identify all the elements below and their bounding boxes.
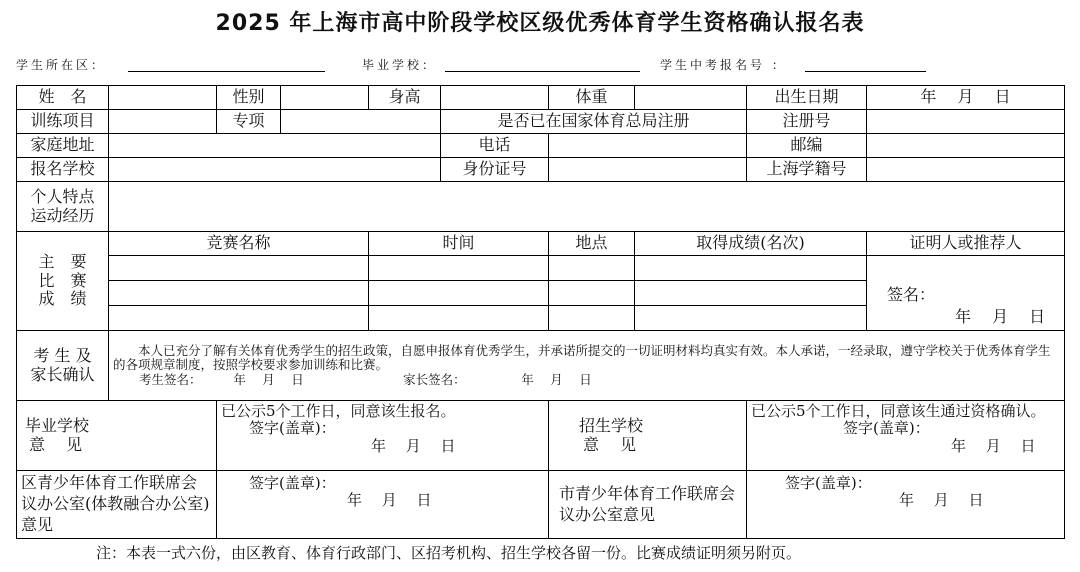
history-label: 运动经历 xyxy=(30,205,95,225)
registration-number-label: 注册号 xyxy=(747,110,867,134)
specialty-label: 专项 xyxy=(217,110,281,134)
shanghai-register-field[interactable] xyxy=(867,158,1065,182)
graduation-school-opinion-cell[interactable] xyxy=(217,401,549,471)
competition-result-cell[interactable] xyxy=(635,306,867,331)
district-council-date: 年 月 日 xyxy=(347,491,432,510)
student-sign-label: 考生签名： xyxy=(139,371,202,387)
witness-date: 年 月 日 xyxy=(955,307,1046,326)
traits-history-label xyxy=(17,182,109,232)
witness-sign-cell[interactable] xyxy=(867,256,1065,331)
competition-result-header xyxy=(635,232,867,256)
id-number-field[interactable] xyxy=(549,158,747,182)
shanghai-register-label: 上海学籍号 xyxy=(747,158,867,182)
competition-place-cell[interactable] xyxy=(549,281,635,306)
admit-opinion-line2: 意 见 xyxy=(583,434,637,454)
graduation-school-input-line[interactable] xyxy=(445,71,640,72)
phone-label: 电话 xyxy=(441,134,549,158)
competition-name-header: 竞赛名称 xyxy=(109,232,369,256)
competition-time-cell[interactable] xyxy=(369,281,549,306)
grad-opinion-text: 已公示5个工作日，同意该生报名。 xyxy=(221,402,456,420)
competition-label-line3: 成 绩 xyxy=(38,289,87,309)
competition-place-cell[interactable] xyxy=(549,256,635,281)
footnote: 注：本表一式六份，由区教育、体育行政部门、区招考机构、招生学校各留一份。比赛成绩证明须另附页。 xyxy=(96,544,802,562)
training-field[interactable] xyxy=(109,110,217,134)
city-council-cell[interactable] xyxy=(747,471,1065,539)
admit-sign-label: 签字(盖章)： xyxy=(843,419,930,438)
id-number-label: 身份证号 xyxy=(441,158,549,182)
registration-form-table xyxy=(16,85,1065,539)
admit-sign-date: 年 月 日 xyxy=(951,436,1036,455)
district-council-sign: 签字(盖章)： xyxy=(249,474,336,492)
phone-field[interactable] xyxy=(549,134,747,158)
graduation-school-opinion-label xyxy=(17,401,217,471)
weight-field[interactable] xyxy=(635,86,747,110)
competition-name-cell[interactable] xyxy=(109,306,369,331)
parent-sign-date: 年 月 日 xyxy=(521,371,592,387)
district-input-line[interactable] xyxy=(128,71,325,72)
competition-name-cell[interactable] xyxy=(109,281,369,306)
traits-history-field[interactable] xyxy=(109,182,1065,232)
competition-label-line1: 主 要 xyxy=(38,252,87,272)
city-council-label: 市青少年体育工作联席会议办公室意见 xyxy=(549,471,747,539)
admission-school-opinion-label xyxy=(549,401,747,471)
grad-sign-label: 签字(盖章)： xyxy=(249,419,336,438)
postcode-field[interactable] xyxy=(867,134,1065,158)
competition-time-cell[interactable] xyxy=(369,256,549,281)
graduation-school-label: 毕业学校： xyxy=(362,58,438,72)
admit-opinion-line1: 招生学校 xyxy=(579,416,644,436)
confirmation-label-line1: 考 生 及 xyxy=(33,346,92,366)
competition-result-cell[interactable] xyxy=(635,281,867,306)
form-title: 2025 年上海市高中阶段学校区级优秀体育学生资格确认报名表 xyxy=(215,11,865,36)
confirmation-cell[interactable] xyxy=(109,331,1065,401)
registered-label: 是否已在国家体育总局注册 xyxy=(441,110,747,134)
competition-label-line2: 比 赛 xyxy=(38,270,87,290)
competition-result-cell[interactable] xyxy=(635,256,867,281)
gender-label: 性别 xyxy=(217,86,281,110)
competition-place-cell[interactable] xyxy=(549,306,635,331)
signature-line xyxy=(113,373,1060,387)
registration-number-field[interactable] xyxy=(867,110,1065,134)
postcode-label: 邮编 xyxy=(747,134,867,158)
address-label: 家庭地址 xyxy=(17,134,109,158)
weight-label: 体重 xyxy=(549,86,635,110)
exam-number-label: 学生中考报名号 ： xyxy=(660,58,787,72)
student-sign-date: 年 月 日 xyxy=(233,371,304,387)
confirmation-statement: 本人已充分了解有关体育优秀学生的招生政策，自愿申报体育优秀学生，并承诺所提交的一切证明材料均真实有效。本人承诺，一经录取，遵守学校关于优秀体育学生的各项规章制度，按照学校要求参加训练和比赛。 xyxy=(113,342,1051,373)
competition-time-cell[interactable] xyxy=(369,306,549,331)
result-header-text: 取得成绩(名次) xyxy=(696,233,805,253)
gender-field[interactable] xyxy=(281,86,369,110)
competition-section-label xyxy=(17,232,109,331)
grad-opinion-line1: 毕业学校 xyxy=(25,416,90,436)
city-council-sign: 签字(盖章)： xyxy=(785,474,872,492)
height-field[interactable] xyxy=(441,86,549,110)
training-label: 训练项目 xyxy=(17,110,109,134)
city-council-date: 年 月 日 xyxy=(899,491,984,510)
birthdate-field[interactable]: 年 月 日 xyxy=(867,86,1065,110)
witness-sign-label: 签名： xyxy=(887,285,936,304)
confirmation-label xyxy=(17,331,109,401)
district-council-cell[interactable] xyxy=(217,471,549,539)
apply-school-field[interactable] xyxy=(109,158,441,182)
district-label: 学生所在区： xyxy=(16,58,107,72)
confirmation-label-line2: 家长确认 xyxy=(30,364,95,384)
traits-label: 个人特点 xyxy=(30,187,95,207)
specialty-field[interactable] xyxy=(281,110,441,134)
admission-school-opinion-cell[interactable] xyxy=(747,401,1065,471)
competition-place-header: 地点 xyxy=(549,232,635,256)
address-field[interactable] xyxy=(109,134,441,158)
name-label: 姓 名 xyxy=(17,86,109,110)
exam-number-input-line[interactable] xyxy=(805,71,926,72)
competition-name-cell[interactable] xyxy=(109,256,369,281)
grad-sign-date: 年 月 日 xyxy=(371,436,456,455)
parent-sign-label: 家长签名： xyxy=(403,371,466,387)
name-field[interactable] xyxy=(109,86,217,110)
grad-opinion-line2: 意 见 xyxy=(29,434,83,454)
birthdate-label: 出生日期 xyxy=(747,86,867,110)
height-label: 身高 xyxy=(369,86,441,110)
apply-school-label: 报名学校 xyxy=(17,158,109,182)
competition-time-header: 时间 xyxy=(369,232,549,256)
district-council-label: 区青少年体育工作联席会议办公室(体教融合办公室)意见 xyxy=(17,471,217,539)
witness-header: 证明人或推荐人 xyxy=(867,232,1065,256)
admit-opinion-text: 已公示5个工作日，同意该生通过资格确认。 xyxy=(751,402,1046,420)
